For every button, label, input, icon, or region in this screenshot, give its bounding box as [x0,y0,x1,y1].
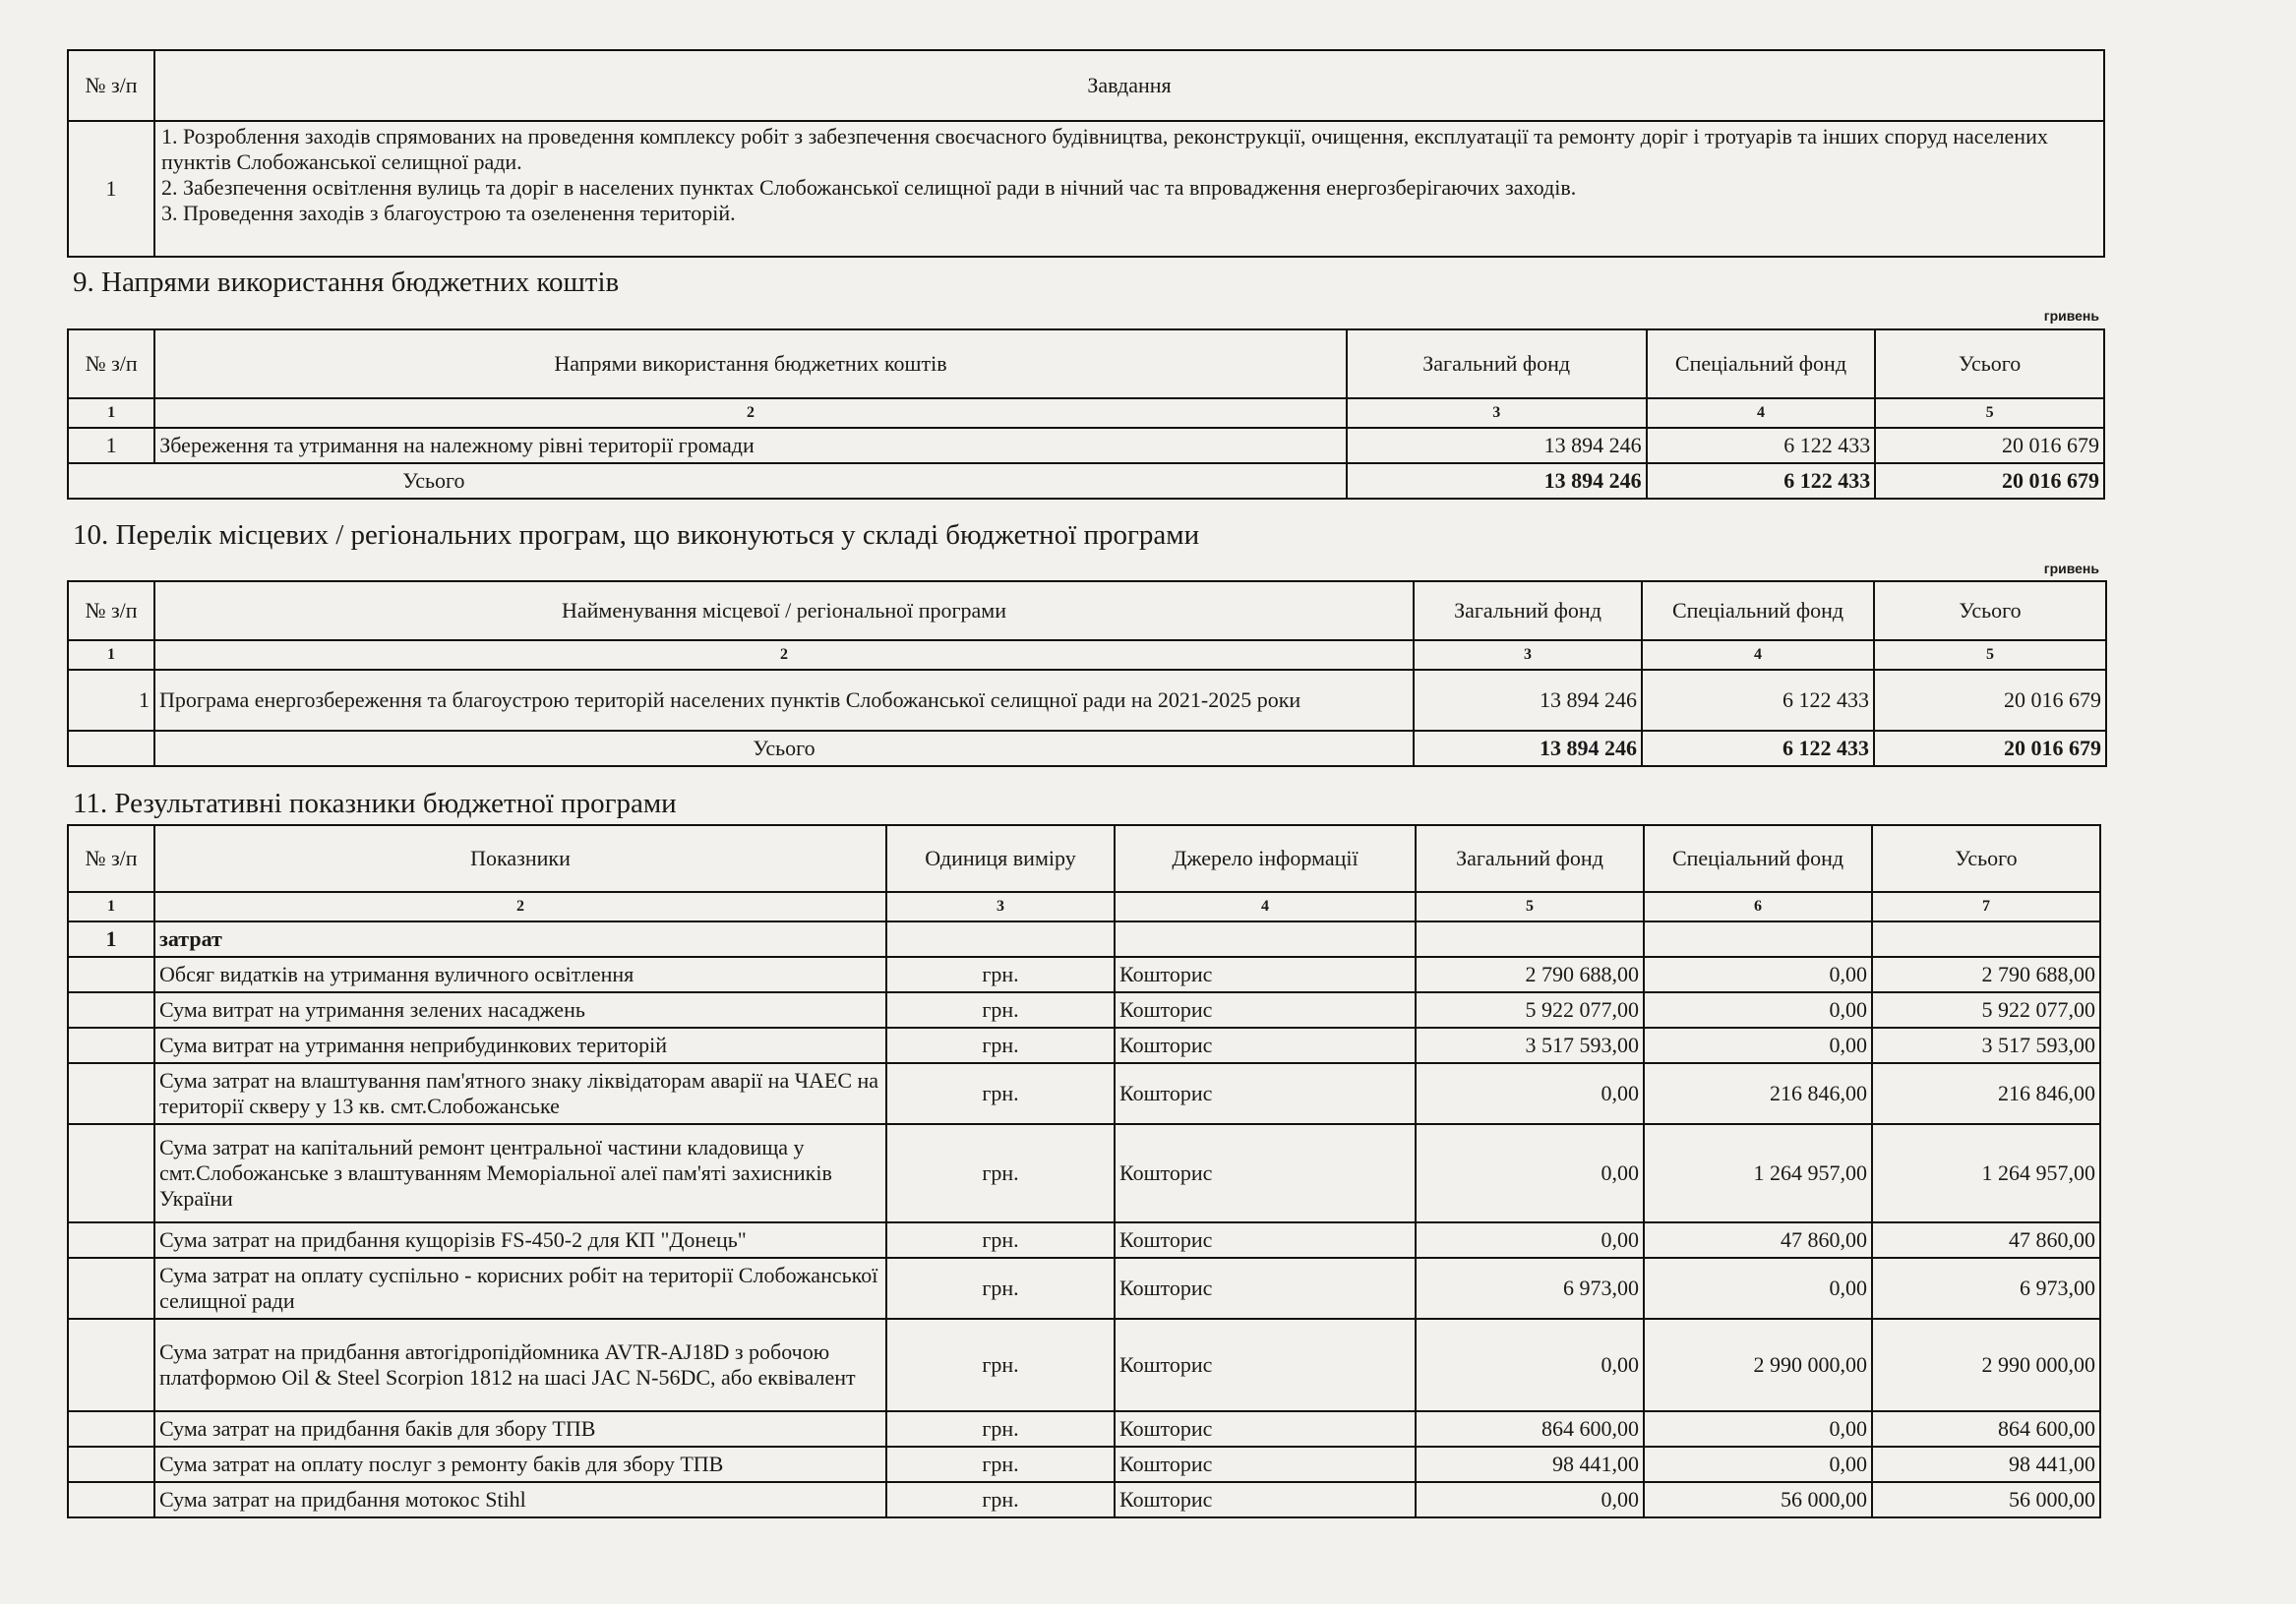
s11-row-general: 6 973,00 [1416,1258,1644,1319]
s11-row-source: Кошторис [1115,1258,1416,1319]
table-row [68,992,2100,1028]
s11-row-special: 0,00 [1644,1028,1872,1063]
s11-row-special: 216 846,00 [1644,1063,1872,1124]
s11-row-source: Кошторис [1115,1447,1416,1482]
s9-header-name: Напрями використання бюджетних коштів [154,329,1347,398]
section9-table [67,328,2105,500]
table-row [68,1028,2100,1063]
s11-row-total: 6 973,00 [1872,1258,2100,1319]
s9-header-general: Загальний фонд [1347,329,1647,398]
section10-unit-note: гривень [2043,561,2099,576]
s11-row-special: 0,00 [1644,992,1872,1028]
s11-row-source: Кошторис [1115,1319,1416,1411]
total-row [68,463,2104,499]
s11-colnum-6: 6 [1644,892,1872,921]
s11-row-unit: грн. [886,1482,1115,1517]
s11-row-source: Кошторис [1115,1222,1416,1258]
section11-title: 11. Результативні показники бюджетної програми [73,788,677,819]
s10-colnum-2: 2 [154,640,1414,670]
s11-row-unit: грн. [886,1258,1115,1319]
s11-row-name: Обсяг видатків на утримання вуличного освітлення [154,957,886,992]
s10-row-general: 13 894 246 [1414,670,1642,731]
section9-unit-note: гривень [2043,308,2099,324]
s11-row-total: 5 922 077,00 [1872,992,2100,1028]
table-row [68,1222,2100,1258]
tasks-table [67,49,2105,258]
table-row [68,1319,2100,1411]
tasks-header-task: Завдання [154,50,2104,121]
s10-total-total: 20 016 679 [1874,731,2106,766]
s11-row-general: 0,00 [1416,1063,1644,1124]
s11-row-name: Сума витрат на утримання неприбудинкових територій [154,1028,886,1063]
s11-row-name: Сума затрат на оплату послуг з ремонту баків для збору ТПВ [154,1447,886,1482]
s9-colnum-5: 5 [1875,398,2104,428]
s11-row-name: Сума затрат на влаштування пам'ятного знаку ліквідаторам аварії на ЧАЕС на території скверу у 13 кв. смт.Слобожанське [154,1063,886,1124]
task-line-1: 1. Розроблення заходів спрямованих на проведення комплексу робіт з забезпечення своєчасного будівництва, реконструкції, очищення, експлуатації та ремонту доріг і тротуарів та інших споруд населених пунктів Слобожанської селищної ради. [161,124,2048,174]
s11-row-source: Кошторис [1115,1482,1416,1517]
s10-header-name: Найменування місцевої / регіональної програми [154,581,1414,640]
s9-header-num: № з/п [68,329,154,398]
s11-row-total: 56 000,00 [1872,1482,2100,1517]
tasks-row-content [154,121,2104,257]
s11-row-name: Сума затрат на придбання кущорізів FS-450-2 для КП "Донець" [154,1222,886,1258]
table-row [68,670,2106,731]
s11-row-total: 3 517 593,00 [1872,1028,2100,1063]
table-row [68,1447,2100,1482]
s11-row-special: 0,00 [1644,1447,1872,1482]
s11-row-name: Сума затрат на придбання мотокос Stihl [154,1482,886,1517]
s9-row-special: 6 122 433 [1647,428,1876,463]
s11-row-general: 0,00 [1416,1124,1644,1222]
s11-row-general: 5 922 077,00 [1416,992,1644,1028]
s11-row-source: Кошторис [1115,1028,1416,1063]
section10-table [67,580,2107,767]
s11-row-unit: грн. [886,1447,1115,1482]
s11-row-special: 0,00 [1644,957,1872,992]
s11-colnum-5: 5 [1416,892,1644,921]
s11-row-special: 47 860,00 [1644,1222,1872,1258]
s11-row-source: Кошторис [1115,992,1416,1028]
total-row [68,731,2106,766]
s11-row-special: 2 990 000,00 [1644,1319,1872,1411]
table-row [68,1411,2100,1447]
s11-row-name: Сума затрат на придбання баків для збору ТПВ [154,1411,886,1447]
task-line-2: 2. Забезпечення освітлення вулиць та доріг в населених пунктах Слобожанської селищної ради в нічний час та впровадження енергозберігаючих заходів. [161,175,1577,200]
s11-header-general: Загальний фонд [1416,825,1644,892]
s11-colnum-3: 3 [886,892,1115,921]
s10-row-name: Програма енергозбереження та благоустрою територій населених пунктів Слобожанської селищної ради на 2021-2025 роки [154,670,1414,731]
s9-colnum-2: 2 [154,398,1347,428]
s11-row-source: Кошторис [1115,1411,1416,1447]
s11-row-unit: грн. [886,1124,1115,1222]
section9-title: 9. Напрями використання бюджетних коштів [73,267,620,298]
s10-header-total: Усього [1874,581,2106,640]
s10-row-special: 6 122 433 [1642,670,1874,731]
s11-row-general: 0,00 [1416,1222,1644,1258]
s11-row-special: 1 264 957,00 [1644,1124,1872,1222]
s11-colnum-2: 2 [154,892,886,921]
s11-colnum-1: 1 [68,892,154,921]
s10-header-general: Загальний фонд [1414,581,1642,640]
s10-colnum-1: 1 [68,640,154,670]
section11-table [67,824,2101,1518]
s9-total-special: 6 122 433 [1647,463,1876,499]
s11-header-source: Джерело інформації [1115,825,1416,892]
s11-header-unit: Одиниця виміру [886,825,1115,892]
s11-row-total: 47 860,00 [1872,1222,2100,1258]
s11-row-unit: грн. [886,1063,1115,1124]
s9-total-general: 13 894 246 [1347,463,1647,499]
s11-row-general: 0,00 [1416,1319,1644,1411]
s11-row-total: 216 846,00 [1872,1063,2100,1124]
s9-row-name: Збереження та утримання на належному рівні території громади [154,428,1347,463]
table-row [68,1258,2100,1319]
table-row [68,1124,2100,1222]
s10-total-special: 6 122 433 [1642,731,1874,766]
s11-row-source: Кошторис [1115,957,1416,992]
s11-row-general: 864 600,00 [1416,1411,1644,1447]
table-row [68,1482,2100,1517]
s11-header-num: № з/п [68,825,154,892]
s11-group-label: затрат [154,921,886,957]
s11-row-general: 0,00 [1416,1482,1644,1517]
s10-header-special: Спеціальний фонд [1642,581,1874,640]
s11-colnum-7: 7 [1872,892,2100,921]
s11-row-total: 2 990 000,00 [1872,1319,2100,1411]
s10-total-empty [68,731,154,766]
tasks-header-num: № з/п [68,50,154,121]
s11-group-num: 1 [68,921,154,957]
s11-header-special: Спеціальний фонд [1644,825,1872,892]
s10-colnum-5: 5 [1874,640,2106,670]
s11-row-special: 0,00 [1644,1258,1872,1319]
s11-row-special: 56 000,00 [1644,1482,1872,1517]
s9-row-general: 13 894 246 [1347,428,1647,463]
s11-row-source: Кошторис [1115,1124,1416,1222]
s9-colnum-4: 4 [1647,398,1876,428]
table-row [68,428,2104,463]
s11-row-special: 0,00 [1644,1411,1872,1447]
s11-row-name: Сума витрат на утримання зелених насаджень [154,992,886,1028]
s11-row-unit: грн. [886,992,1115,1028]
s11-row-source: Кошторис [1115,1063,1416,1124]
s10-colnum-4: 4 [1642,640,1874,670]
s9-row-total: 20 016 679 [1875,428,2104,463]
s9-colnum-3: 3 [1347,398,1647,428]
s11-row-name: Сума затрат на капітальний ремонт центральної частини кладовища у смт.Слобожанське з влаштуванням Меморіальної алеї пам'яті захисників України [154,1124,886,1222]
s11-row-name: Сума затрат на придбання автогідропідйомника AVTR-AJ18D з робочою платформою Oil & Steel Scorpion 1812 на шасі JAC N-56DC, або еквівалент [154,1319,886,1411]
s11-row-general: 2 790 688,00 [1416,957,1644,992]
s11-row-unit: грн. [886,1028,1115,1063]
s9-header-total: Усього [1875,329,2104,398]
s9-colnum-1: 1 [68,398,154,428]
s10-row-num: 1 [68,670,154,731]
s10-total-label: Усього [154,731,1414,766]
s11-row-unit: грн. [886,1319,1115,1411]
s11-header-total: Усього [1872,825,2100,892]
s11-header-indicator: Показники [154,825,886,892]
s11-colnum-4: 4 [1115,892,1416,921]
s11-row-unit: грн. [886,957,1115,992]
s11-row-total: 864 600,00 [1872,1411,2100,1447]
tasks-row-num: 1 [68,121,154,257]
s11-row-total: 2 790 688,00 [1872,957,2100,992]
table-row [68,957,2100,992]
s11-row-general: 3 517 593,00 [1416,1028,1644,1063]
section10-title: 10. Перелік місцевих / регіональних програм, що виконуються у складі бюджетної програми [73,519,1200,551]
s11-row-general: 98 441,00 [1416,1447,1644,1482]
s11-row-total: 1 264 957,00 [1872,1124,2100,1222]
s10-total-general: 13 894 246 [1414,731,1642,766]
s9-total-total: 20 016 679 [1875,463,2104,499]
s10-header-num: № з/п [68,581,154,640]
s9-total-label: Усього [68,463,1347,499]
s10-row-total: 20 016 679 [1874,670,2106,731]
group-row [68,921,2100,957]
task-line-3: 3. Проведення заходів з благоустрою та озеленення територій. [161,201,736,225]
s11-row-total: 98 441,00 [1872,1447,2100,1482]
s11-row-unit: грн. [886,1222,1115,1258]
s9-header-special: Спеціальний фонд [1647,329,1876,398]
s11-row-unit: грн. [886,1411,1115,1447]
s11-row-name: Сума затрат на оплату суспільно - корисних робіт на території Слобожанської селищної ради [154,1258,886,1319]
s9-row-num: 1 [68,428,154,463]
table-row [68,1063,2100,1124]
s10-colnum-3: 3 [1414,640,1642,670]
